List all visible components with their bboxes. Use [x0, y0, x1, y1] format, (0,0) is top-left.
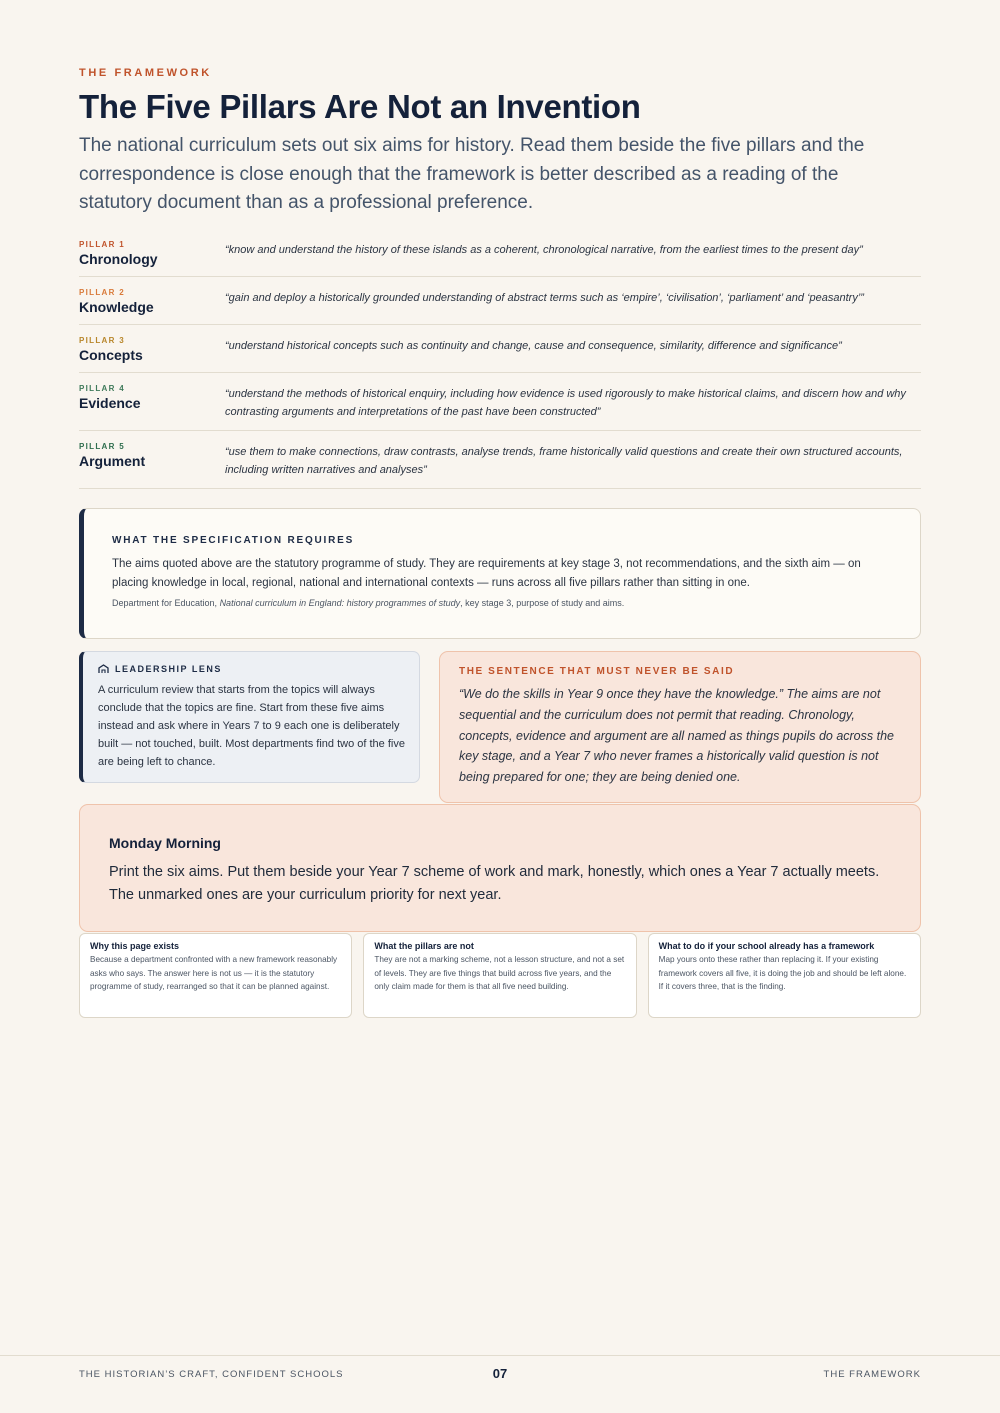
pillar-number: PILLAR 5	[79, 442, 125, 451]
never-text: “We do the skills in Year 9 once they have the knowledge.” The aims are not sequential and the curriculum does not permit that reading. Chronology, concepts, evidence and argument are all named as things pupils do across the key stage, and a Year 7 who never frames a historically valid question is not being prepared for one; they are being denied one.	[459, 687, 894, 785]
pillar-number: PILLAR 3	[79, 336, 125, 345]
never-label: THE SENTENCE THAT MUST NEVER BE SAID	[459, 666, 735, 677]
section-kicker: THE FRAMEWORK	[79, 67, 212, 79]
pillar-quote: “use them to make connections, draw contrasts, analyse trends, frame historically valid questions and create their own structured accounts, including written narratives and analyses”	[225, 446, 903, 476]
pillar-number: PILLAR 4	[79, 384, 125, 393]
pillar-quote: “know and understand the history of these islands as a coherent, chronological narrative, from the earliest times to the present day”	[225, 244, 863, 256]
page-footer	[0, 1355, 1000, 1413]
footer-publication: THE HISTORIAN’S CRAFT, CONFIDENT SCHOOLS	[79, 1369, 344, 1380]
specification-callout	[79, 508, 921, 639]
monday-morning-box	[79, 804, 921, 932]
pillar-number: PILLAR 1	[79, 240, 125, 249]
building-icon	[98, 664, 109, 674]
pillar-name: Argument	[79, 453, 146, 469]
pillar-quote: “understand historical concepts such as continuity and change, cause and consequence, similarity, difference and significance”	[225, 340, 842, 352]
note-card	[648, 933, 921, 1018]
page-title: The Five Pillars Are Not an Invention	[79, 88, 641, 125]
pillar-quote: “understand the methods of historical enquiry, including how evidence is used rigorously to make historical claims, and discern how and why contrasting arguments and interpretations of the past have been constructed”	[225, 388, 906, 418]
note-text: They are not a marking scheme, not a lesson structure, and not a set of levels. They are five things that build across five years, and the only claim made for them is that all five need building.	[374, 955, 625, 991]
note-text: Map yours onto these rather than replacing it. If your existing framework covers all five, it is doing the job and should be left alone. If it covers three, that is the finding.	[658, 955, 907, 991]
pillar-number: PILLAR 2	[79, 288, 125, 297]
lens-label: LEADERSHIP LENS	[115, 664, 222, 674]
pillar-row-5	[79, 431, 921, 489]
citation-title: National curriculum in England: history programmes of study	[219, 598, 461, 608]
notes-row	[79, 933, 921, 1018]
page-number: 07	[492, 1366, 508, 1381]
pillar-row-2	[79, 277, 921, 325]
spec-citation: Department for Education, National curriculum in England: history programmes of study, key stage 3, purpose of study and aims.	[112, 598, 625, 608]
pillar-name: Evidence	[79, 395, 141, 411]
note-card	[363, 933, 636, 1018]
pillar-row-1	[79, 236, 921, 277]
pillar-name: Chronology	[79, 251, 158, 267]
pillars-list	[79, 236, 921, 489]
monday-text: Print the six aims. Put them beside your Year 7 scheme of work and mark, honestly, which ones a Year 7 actually meets. The unmarked ones are your curriculum priority for next year.	[109, 864, 880, 903]
pillar-name: Concepts	[79, 347, 143, 363]
spec-text: The aims quoted above are the statutory programme of study. They are requirements at key stage 3, not recommendations, and the sixth aim — on placing knowledge in local, regional, national and international contexts — runs across all five pillars rather than sitting in one.	[112, 558, 861, 589]
lens-text: A curriculum review that starts from the topics will always conclude that the topics are fine. Start from these five aims instead and ask where in Years 7 to 9 each one is deliberately built — not touched, built. Most departments find two of the five are being left to chance.	[98, 684, 405, 768]
lead-paragraph: The national curriculum sets out six aims for history. Read them beside the five pillars and the correspondence is close enough that the framework is better described as a reading of the statutory document than as a professional preference.	[79, 135, 865, 213]
footer-section: THE FRAMEWORK	[823, 1369, 921, 1380]
spec-label: WHAT THE SPECIFICATION REQUIRES	[112, 535, 355, 546]
pillar-quote: “gain and deploy a historically grounded understanding of abstract terms such as ‘empire’, ‘civilisation’, ‘parliament’ and ‘peasantry’”	[225, 292, 864, 304]
never-say-box	[439, 651, 921, 803]
pillar-row-4	[79, 373, 921, 431]
note-title: What to do if your school already has a framework	[658, 941, 875, 951]
monday-title: Monday Morning	[109, 835, 221, 851]
note-card	[79, 933, 352, 1018]
note-title: What the pillars are not	[374, 941, 474, 951]
pillar-name: Knowledge	[79, 299, 154, 315]
pillar-row-3	[79, 325, 921, 373]
note-title: Why this page exists	[90, 941, 180, 951]
note-text: Because a department confronted with a new framework reasonably asks who says. The answer here is not us — it is the statutory programme of study, rearranged so that it can be planned against.	[90, 955, 338, 991]
leadership-lens-box	[79, 651, 420, 783]
